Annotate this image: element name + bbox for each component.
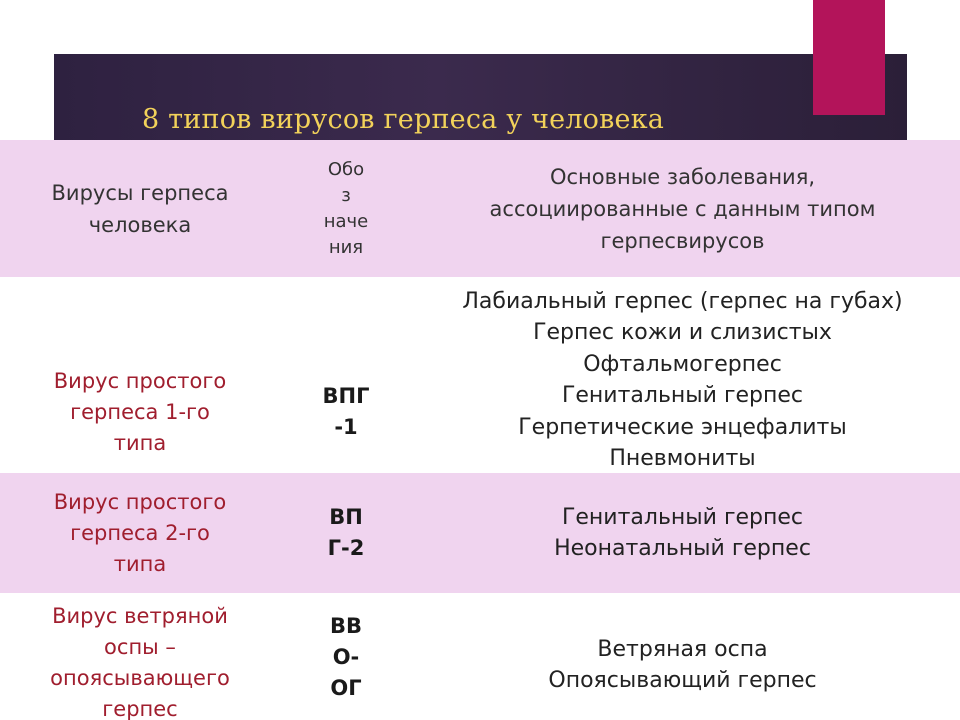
table-row (0, 593, 960, 720)
diseases-cell (400, 600, 960, 720)
accent-decoration (813, 0, 885, 115)
header-virus-cell (0, 140, 280, 277)
header-abbr-label: Обо з наче ния (323, 158, 369, 258)
diseases-cell (400, 473, 960, 593)
herpes-types-table (0, 140, 960, 720)
table-row (0, 473, 960, 593)
disease-list: Генитальный герпес Неонатальный герпес (554, 504, 811, 561)
disease-list: Лабиальный герпес (герпес на губах) Герпес кожи и слизистых Офтальмогерпес Генитальный герпес Герпетические энцефалиты Пневмониты (462, 288, 903, 471)
virus-name: Вирус ветряной оспы – опоясывающего герпес (50, 604, 230, 720)
header-abbr-cell (306, 140, 386, 277)
header-virus-label: Вирусы герпеса человека (51, 180, 229, 237)
header-diseases-cell (400, 140, 960, 277)
virus-name-cell (0, 601, 280, 720)
abbr-cell (306, 611, 386, 720)
abbr-cell (306, 473, 386, 593)
slide-title: 8 типов вирусов герпеса у человека (142, 104, 665, 135)
virus-name: Вирус простого герпеса 2-го типа (53, 489, 227, 576)
table-header-row (0, 140, 960, 277)
header-diseases-label: Основные заболевания, ассоциированные с данным типом герпесвирусов (489, 164, 876, 253)
virus-abbr: ВПГ -1 (322, 384, 370, 439)
virus-name: Вирус простого герпеса 1-го типа (53, 368, 227, 455)
virus-name-cell (0, 473, 280, 593)
virus-abbr: ВП Г-2 (327, 505, 365, 560)
virus-abbr: ВВ О- ОГ (329, 614, 362, 700)
diseases-cell (400, 285, 960, 475)
disease-list: Ветряная оспа Опоясывающий герпес (548, 636, 817, 693)
